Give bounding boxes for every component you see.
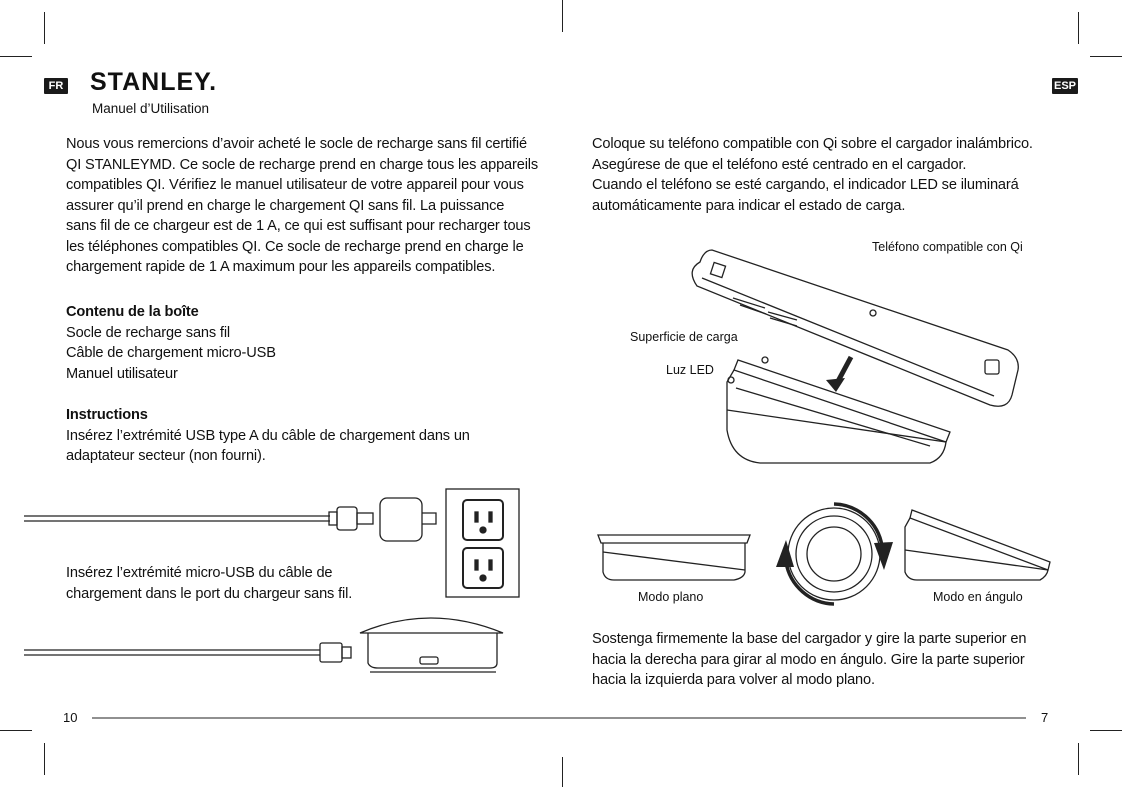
fr-intro-line: les téléphones compatibles QI. Ce socle de recharge prend en charge le	[66, 238, 524, 255]
label-led: Luz LED	[666, 363, 714, 377]
esp-intro-line: Cuando el teléfono se esté cargando, el indicador LED se iluminará	[592, 177, 1019, 193]
wall-outlet-icon	[446, 489, 519, 597]
micro-usb-line: chargement dans le port du chargeur sans fil.	[66, 585, 353, 602]
phone-illustration	[692, 250, 1018, 406]
brand-logo: STANLEY.	[90, 68, 218, 96]
esp-rotate-line: hacia la izquierda para volver al modo plano.	[592, 672, 875, 688]
box-contents-title: Contenu de la boîte	[66, 304, 199, 320]
esp-rotate-line: hacia la derecha para girar al modo en ángulo. Gire la parte superior	[592, 651, 1025, 668]
micro-usb-line: Insérez l’extrémité micro-USB du câble de	[66, 565, 333, 581]
esp-intro-line: Asegúrese de que el teléfono esté centrado en el cargador.	[592, 156, 967, 173]
fr-intro-line: Nous vous remercions d’avoir acheté le socle de recharge sans fil certifié	[66, 136, 527, 152]
box-item: Manuel utilisateur	[66, 365, 178, 382]
page-number-left: 10	[63, 710, 78, 725]
fr-intro-line: assurer qu’il prend en charge le chargement QI sans fil. La puissance	[66, 197, 505, 214]
esp-intro-line: automáticamente para indicar el estado de carga.	[592, 197, 906, 214]
fr-intro-line: QI STANLEYMD. Ce socle de recharge prend en charge tous les appareils	[66, 156, 539, 173]
manual-subtitle: Manuel d’Utilisation	[92, 101, 210, 116]
usb-cable-illustration	[24, 498, 436, 541]
instructions-line: Insérez l’extrémité USB type A du câble de chargement dans un	[66, 427, 470, 444]
esp-rotate-line: Sostenga firmemente la base del cargador y gire la parte superior en	[592, 631, 1027, 647]
instructions-title: Instructions	[66, 407, 148, 423]
fr-intro-line: compatibles QI. Vérifiez le manuel utilisateur de votre appareil pour vous	[66, 177, 524, 193]
label-angle-mode: Modo en ángulo	[933, 590, 1023, 604]
page-number-right: 7	[1041, 710, 1049, 725]
fr-intro-line: chargement rapide de 1 A maximum pour les appareils compatibles.	[66, 259, 496, 275]
label-flat-mode: Modo plano	[638, 590, 704, 604]
lang-badge-esp: ESP	[1053, 80, 1076, 92]
charger-flat-illustration	[598, 535, 750, 580]
box-item: Câble de chargement micro-USB	[66, 345, 276, 361]
label-surface: Superficie de carga	[630, 330, 738, 344]
esp-intro-line: Coloque su teléfono compatible con Qi sobre el cargador inalámbrico.	[592, 136, 1033, 152]
box-item: Socle de recharge sans fil	[66, 324, 231, 341]
label-phone: Teléfono compatible con Qi	[872, 240, 1023, 254]
charger-angle-mode-illustration	[905, 510, 1050, 580]
fr-intro-line: sans fil de ce chargeur est de 1 A, ce qui est suffisant pour recharger tous	[66, 218, 531, 234]
lang-badge-fr: FR	[44, 78, 68, 94]
rotation-dial-icon	[776, 504, 893, 604]
instructions-line: adaptateur secteur (non fourni).	[66, 448, 266, 464]
charger-angled-illustration	[727, 357, 950, 463]
micro-usb-illustration	[24, 618, 503, 672]
